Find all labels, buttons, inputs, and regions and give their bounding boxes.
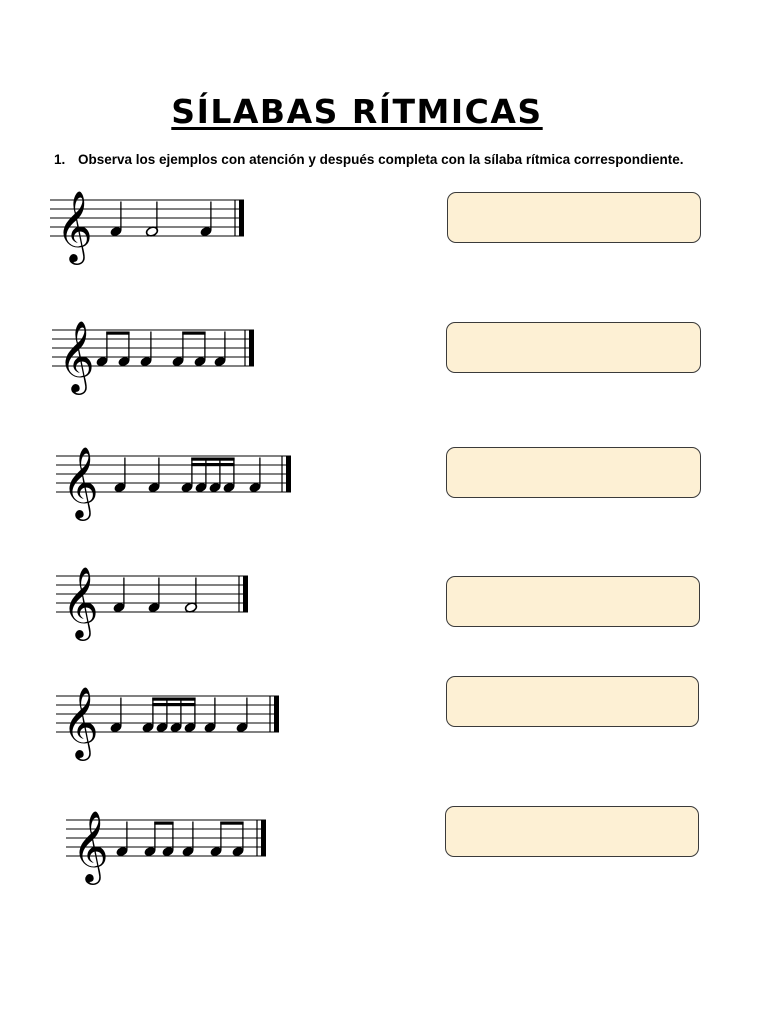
instruction-number: 1. [54, 152, 66, 167]
treble-clef-icon: 𝄞 [62, 685, 99, 758]
beam [220, 822, 243, 825]
staff-row-2 [52, 319, 254, 395]
beam [106, 332, 129, 335]
barline-thick [261, 820, 266, 856]
barline-thick [243, 576, 248, 612]
staff-row-5 [56, 685, 279, 761]
answer-box-4[interactable] [446, 576, 700, 627]
treble-clef-icon: 𝄞 [72, 809, 109, 882]
beam [182, 332, 205, 335]
staff-row-6 [66, 809, 266, 885]
treble-clef-icon: 𝄞 [58, 319, 95, 392]
beam [152, 703, 195, 706]
treble-clef-icon: 𝄞 [62, 565, 99, 638]
beam [152, 698, 195, 701]
staff-row-1 [50, 189, 244, 265]
beam [154, 822, 173, 825]
staff-row-4 [56, 565, 248, 641]
barline-thick [274, 696, 279, 732]
page-title: SÍLABAS RÍTMICAS [171, 92, 543, 131]
staff-row-3 [56, 445, 291, 521]
beam [191, 458, 234, 461]
barline-thick [286, 456, 291, 492]
treble-clef-icon: 𝄞 [56, 189, 93, 262]
answer-box-2[interactable] [446, 322, 701, 373]
instruction-text: Observa los ejemplos con atención y después completa con la sílaba rítmica correspondiente. [78, 152, 684, 167]
answer-box-5[interactable] [446, 676, 699, 727]
answer-box-3[interactable] [446, 447, 701, 498]
beam [191, 463, 234, 466]
answer-box-1[interactable] [447, 192, 701, 243]
barline-thick [239, 200, 244, 236]
answer-box-6[interactable] [445, 806, 699, 857]
treble-clef-icon: 𝄞 [62, 445, 99, 518]
barline-thick [249, 330, 254, 366]
